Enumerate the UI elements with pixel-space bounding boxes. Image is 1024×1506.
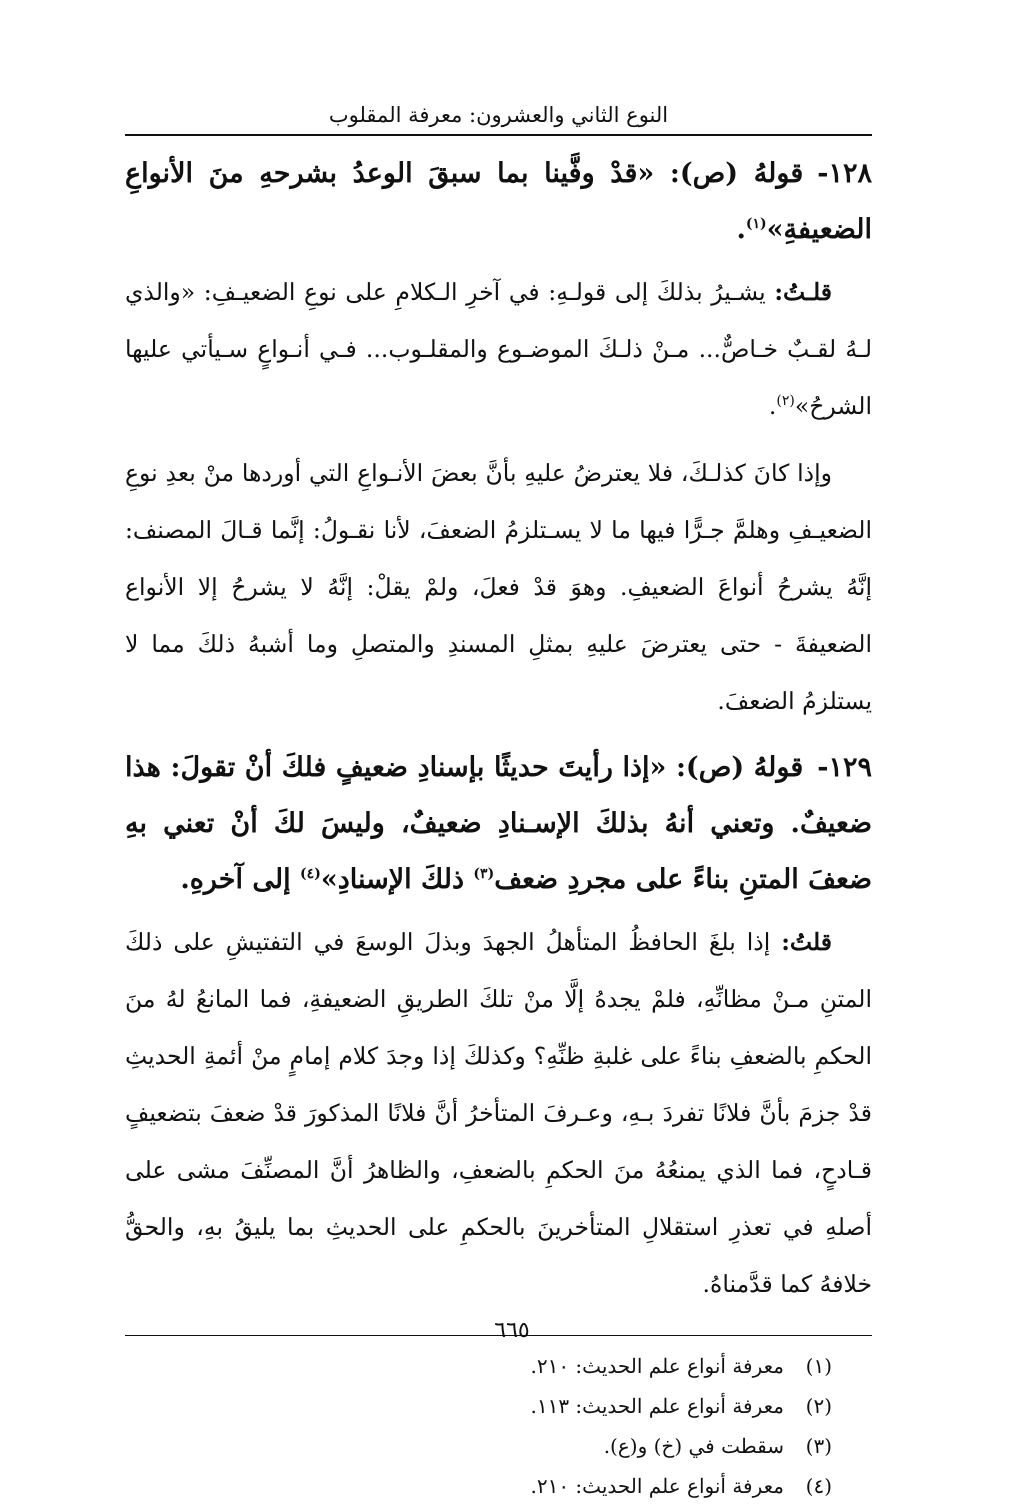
paragraph-3: [125, 914, 872, 1313]
footnote-item: [125, 1426, 832, 1466]
footnote-item: [125, 1386, 832, 1426]
footnote-item: [125, 1466, 832, 1506]
footnote-text: معرفة أنواع علم الحديث: ١١٣.: [530, 1394, 784, 1418]
footnote-label: (٣): [805, 1434, 832, 1458]
footnote-text: معرفة أنواع علم الحديث: ٢١٠.: [530, 1474, 784, 1498]
entry-text-2: ذلكَ الإسنادِ»: [320, 864, 474, 895]
paragraph-text: إذا بلغَ الحافظُ المتأهلُ الجهدَ وبذلَ الوسعَ في التفتيشِ على ذلكَ المتنِ مـنْ مظانِّهِ، فلمْ يجدهُ إلَّا منْ تلكَ الطريقِ الضعيفةِ، فما المانعُ لهُ منَ الحكمِ بالضعفِ بناءً على غلبةِ ظنِّهِ؟ وكذلكَ إذا وجدَ كلام إمامٍ منْ أئمةِ الحديثِ قدْ جزمَ بأنَّ فلانًا تفردَ بـهِ، وعـرفَ المتأخرُ أنَّ فلانًا المذكورَ قدْ ضعفَ بتضعيفٍ قـادحٍ، فما الذي يمنعُهُ منَ الحكمِ بالضعفِ، والظاهرُ أنَّ المصنِّفَ مشى على أصلهِ في تعذرِ استقلالِ المتأخرينَ بالحكمِ على الحديثِ بما يليقُ بهِ، والحقُّ خلافهُ كما قدَّمناهُ.: [125, 928, 872, 1298]
footnote-item: [125, 1346, 832, 1386]
footnotes: [125, 1346, 872, 1506]
footnote-ref: (٣): [473, 866, 495, 882]
header-rule: [125, 134, 872, 136]
entry-129: [125, 740, 872, 908]
page-number: ٦٦٥: [494, 1318, 530, 1343]
paragraph-lead: قلتُ:: [781, 928, 832, 956]
footnote-ref: (١): [745, 216, 767, 232]
paragraph-2: [125, 445, 872, 730]
footnote-label: (١): [805, 1354, 832, 1378]
entry-text: قولهُ (ص): «قدْ وفَّينا بما سبقَ الوعدُ بشرحهِ منَ الأنواعِ الضعيفةِ»: [125, 158, 872, 245]
page-body: [125, 100, 872, 1506]
running-header: النوع الثاني والعشرون: معرفة المقلوب: [328, 103, 669, 127]
footnote-label: (٢): [805, 1394, 832, 1418]
footnote-ref: (٤): [300, 866, 321, 882]
footnote-ref: (٢): [776, 393, 795, 410]
footnote-label: (٤): [805, 1474, 832, 1498]
entry-text: قولهُ (ص): «إذا رأيتَ حديثًا بإسنادِ ضعيفٍ فلكَ أنْ تقولَ: هذا ضعيفٌ. وتعني أنهُ بذلكَ الإسـنادِ ضعيفٌ، وليسَ لكَ أنْ تعني بهِ ضعفَ المتنِ بناءً على مجردِ ضعف: [125, 752, 872, 895]
paragraph-text: يشـيرُ بذلكَ إلى قولـهِ: في آخرِ الـكلامِ على نوعِ الضعيـفِ: «والذي لـهُ لقـبٌ خـاصٌّ... مـنْ ذلـكَ الموضـوع والمقلـوب... فـي أنـواعٍ سـيأتي عليها الشرحُ»: [125, 278, 872, 420]
entry-128: [125, 146, 872, 258]
entry-number: ١٢٩-: [817, 752, 872, 783]
paragraph-tail: .: [768, 392, 777, 420]
paragraph-1: [125, 264, 872, 435]
paragraph-text: وإذا كانَ كذلـكَ، فلا يعترضُ عليهِ بأنَّ بعضَ الأنـواعِ التي أوردها منْ بعدِ نوعِ الضعيـفِ وهلمَّ جـرًّا فيها ما لا يسـتلزمُ الضعفَ، لأنا نقـولُ: إنَّما قـالَ المصنف: إنَّهُ يشرحُ أنواعَ الضعيفِ. وهوَ قدْ فعلَ، ولمْ يقلْ: إنَّهُ لا يشرحُ إلا الأنواع الضعيفةَ - حتى يعترضَ عليهِ بمثلِ المسندِ والمتصلِ وما أشبهُ ذلكَ مما لا يستلزمُ الضعفَ.: [125, 459, 872, 715]
entry-period: .: [736, 214, 746, 245]
footnote-text: معرفة أنواع علم الحديث: ٢١٠.: [530, 1354, 784, 1378]
entry-text-3: إلى آخرهِ.: [180, 864, 301, 895]
entry-number: ١٢٨-: [817, 158, 872, 189]
paragraph-lead: قلـتُ:: [774, 278, 832, 306]
footnote-text: سقطت في (خ) و(ع).: [603, 1434, 784, 1458]
